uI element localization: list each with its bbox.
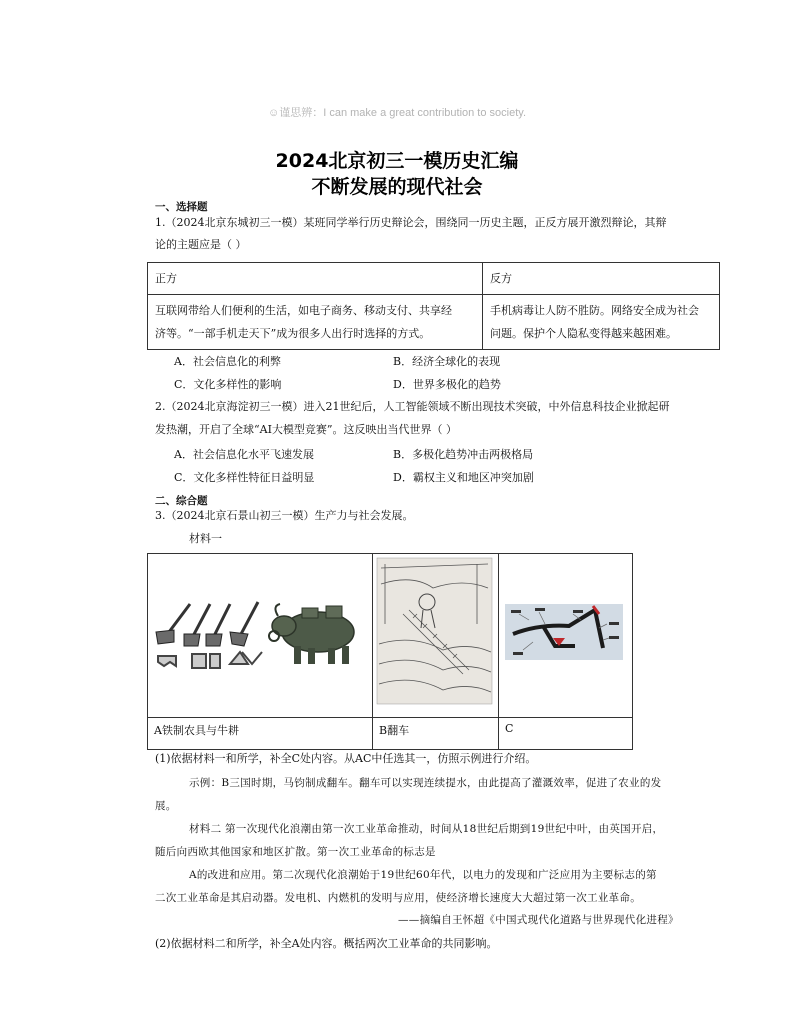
question-1-stem-line2: 论的主题应是（ ） (155, 238, 247, 251)
document-subtitle: 不断发展的现代社会 (311, 176, 483, 198)
section-heading-comprehensive: 二、综合题 (155, 495, 208, 507)
caption-a: A铁制农具与牛耕 (154, 724, 239, 737)
image-cell-b (373, 554, 499, 749)
material-2-line4: 二次工业革命是其启动器。发电机、内燃机的发明与应用，使经济增长速度大大超过第一次工业革命。 (155, 892, 641, 904)
material-2-line3: A的改进和应用。第二次现代化浪潮始于19世纪60年代，以电力的发现和广泛应用为主要标志的第 (189, 869, 657, 881)
image-table-divider (148, 717, 632, 718)
sub-question-2: (2)依据材料二和所学，补全A处内容。概括两次工业革命的共同影响。 (155, 937, 498, 950)
iron-tools-and-ox-illustration (148, 554, 370, 714)
q1-option-b[interactable]: B．经济全球化的表现 (393, 355, 501, 368)
image-cell-a (148, 554, 373, 749)
material-2-line1: 材料二 第一次现代化浪潮由第一次工业革命推动，时间从18世纪后期到19世纪中叶，由英国开启， (189, 823, 664, 835)
example-line1: 示例：B三国时期，马钧制成翻车。翻车可以实现连续提水，由此提高了灌溉效率，促进了农业的发 (189, 777, 662, 789)
document-title: 2024北京初三一模历史汇编 (275, 150, 519, 172)
question-2-stem-line2: 发热潮，开启了全球“AI大模型竞赛”。这反映出当代世界（ ） (155, 423, 458, 436)
material-1-label: 材料一 (189, 532, 222, 545)
watermark-text: ☺谨思辨：I can make a great contribution to society. (267, 107, 527, 119)
q2-option-c[interactable]: C．文化多样性特征日益明显 (174, 471, 315, 484)
question-1-stem-line1: 1.（2024北京东城初三一模）某班同学举行历史辩论会，围绕同一历史主题，正反方展开激烈辩论，其辩 (155, 216, 667, 229)
debate-con-line1: 手机病毒让人防不胜防。网络安全成为社会 (490, 304, 699, 317)
debate-pro-line1: 互联网带给人们便利的生活，如电子商务、移动支付、共享经 (155, 304, 452, 317)
q2-option-a[interactable]: A．社会信息化水平飞速发展 (174, 448, 314, 461)
caption-b: B翻车 (379, 724, 410, 737)
q2-option-b[interactable]: B．多极化趋势冲击两极格局 (393, 448, 534, 461)
material-1-image-table (147, 553, 633, 750)
debate-table-cell-pro (148, 295, 483, 350)
question-3-stem: 3.（2024北京石景山初三一模）生产力与社会发展。 (155, 509, 414, 522)
debate-table-cell-con (483, 295, 720, 350)
material-2-source: ——摘编自王怀超《中国式现代化道路与世界现代化进程》 (398, 914, 679, 926)
debate-pro-line2: 济等。“一部手机走天下”成为很多人出行时选择的方式。 (155, 327, 431, 340)
image-cell-c (499, 554, 632, 749)
caption-c: C (505, 722, 514, 735)
q2-option-d[interactable]: D．霸权主义和地区冲突加剧 (393, 471, 534, 484)
plough-diagram-illustration (499, 554, 632, 714)
debate-con-line2: 问题。保护个人隐私变得越来越困难。 (490, 327, 677, 340)
debate-table-head-con: 反方 (483, 263, 720, 295)
material-2-line2: 随后向西欧其他国家和地区扩散。第一次工业革命的标志是 (155, 846, 436, 858)
question-2-stem-line1: 2.（2024北京海淀初三一模）进入21世纪后，人工智能领域不断出现技术突破，中外信息科技企业掀起研 (155, 400, 670, 413)
q1-option-a[interactable]: A．社会信息化的利弊 (174, 355, 281, 368)
q1-option-d[interactable]: D．世界多极化的趋势 (393, 378, 501, 391)
debate-table (147, 262, 720, 350)
ox-figure (269, 604, 354, 664)
q1-option-c[interactable]: C．文化多样性的影响 (174, 378, 282, 391)
section-heading-choice: 一、选择题 (155, 201, 208, 213)
water-wheel-woodcut-illustration (373, 554, 496, 714)
example-line2: 展。 (155, 800, 177, 812)
debate-table-head-pro: 正方 (148, 263, 483, 295)
sub-question-1: (1)依据材料一和所学，补全C处内容。从AC中任选其一，仿照示例进行介绍。 (155, 752, 537, 765)
